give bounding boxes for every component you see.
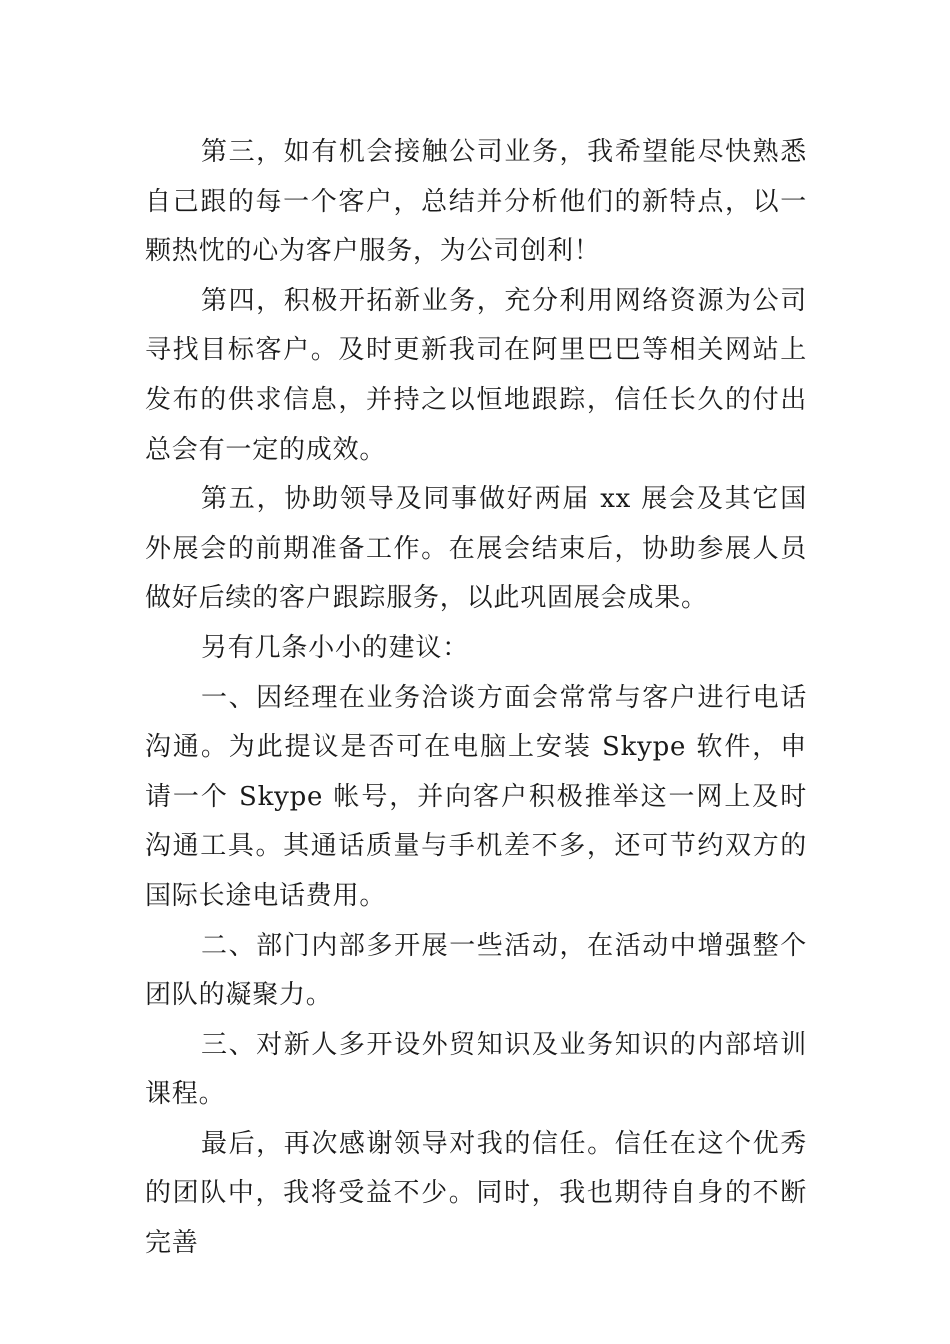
- paragraph-suggestion-three: 三、对新人多开设外贸知识及业务知识的内部培训课程。: [145, 1029, 807, 1110]
- document-body: [145, 128, 807, 1269]
- paragraph-third-point: 第三，如有机会接触公司业务，我希望能尽快熟悉自己跟的每一个客户，总结并分析他们的新特点，以一颗热忱的心为客户服务，为公司创利！: [145, 137, 807, 267]
- paragraph-suggestions-intro: 另有几条小小的建议：: [201, 632, 470, 663]
- paragraph-fourth-point: 第四，积极开拓新业务，充分利用网络资源为公司寻找目标客户。及时更新我司在阿里巴巴等相关网站上发布的供求信息，并持之以恒地跟踪，信任长久的付出总会有一定的成效。: [145, 285, 807, 465]
- paragraph-closing: 最后，再次感谢领导对我的信任。信任在这个优秀的团队中，我将受益不少。同时，我也期待自身的不断完善: [145, 1128, 807, 1259]
- paragraph-suggestion-one: 一、因经理在业务洽谈方面会常常与客户进行电话沟通。为此提议是否可在电脑上安装 Skype 软件，申请一个 Skype 帐号，并向客户积极推举这一网上及时沟通工具。其通话质量与手机差不多，还可节约双方的国际长途电话费用。: [145, 682, 807, 911]
- paragraph-suggestion-two: 二、部门内部多开展一些活动，在活动中增强整个团队的凝聚力。: [145, 930, 807, 1011]
- paragraph-fifth-point: 第五，协助领导及同事做好两届 xx 展会及其它国外展会的前期准备工作。在展会结束后，协助参展人员做好后续的客户跟踪服务，以此巩固展会成果。: [145, 484, 807, 614]
